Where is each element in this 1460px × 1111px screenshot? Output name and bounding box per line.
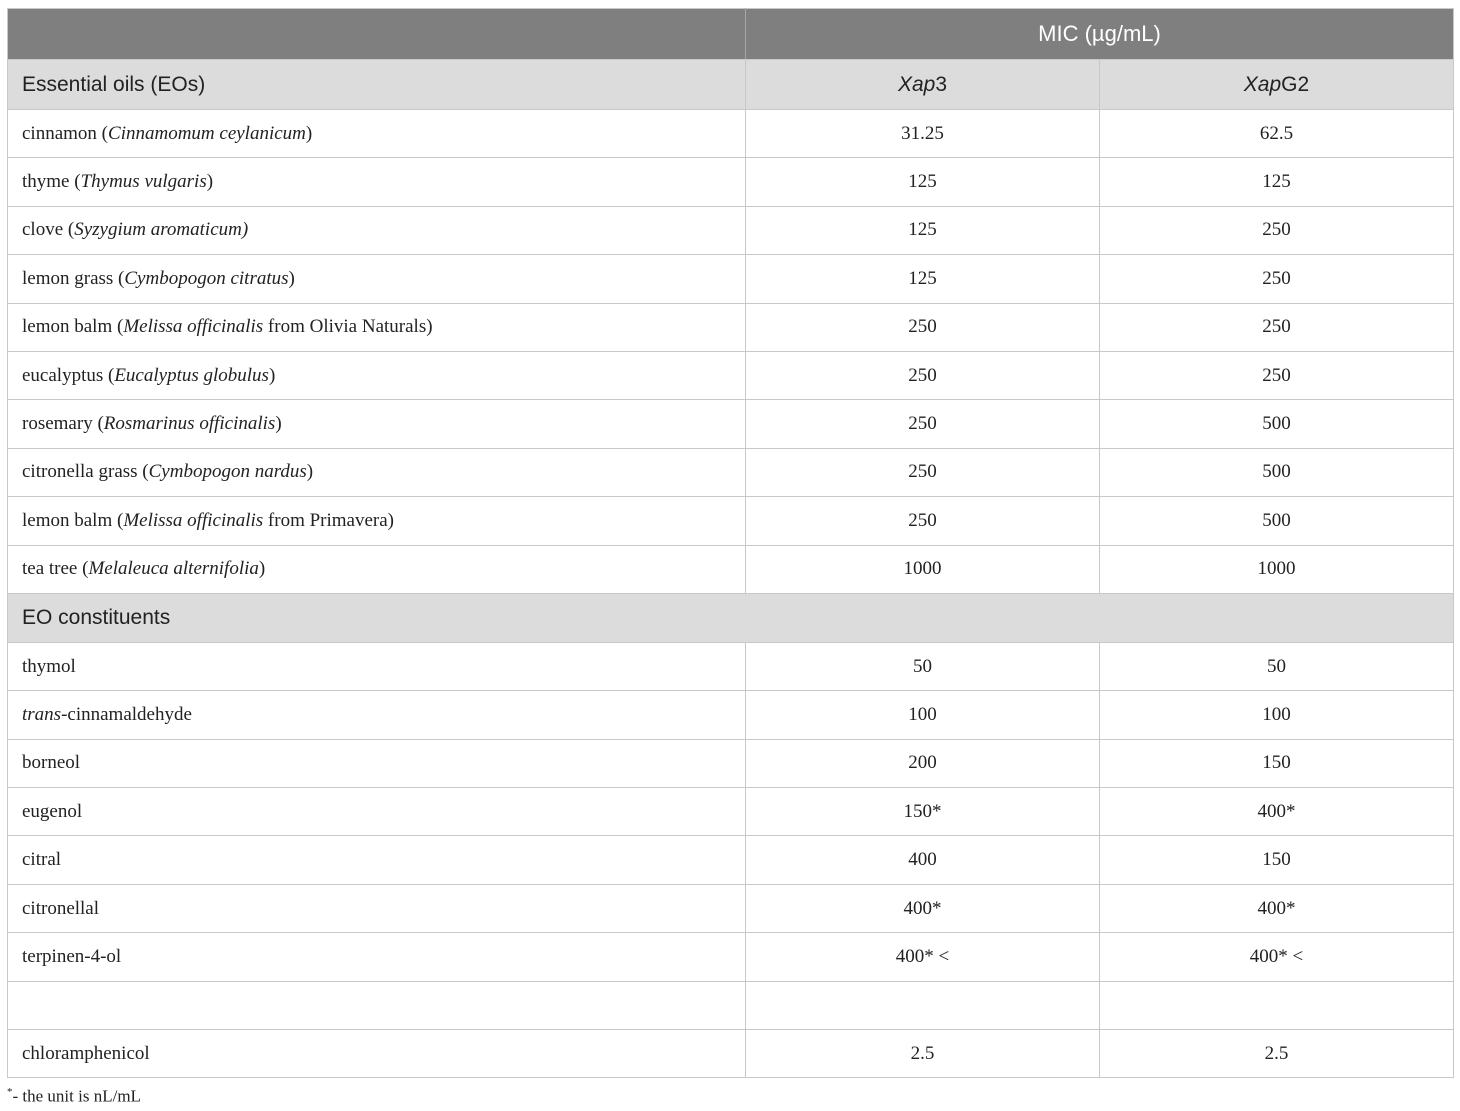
row-value-xapg2: 62.5 [1100, 110, 1454, 158]
row-value-xapg2: 500 [1100, 400, 1454, 448]
row-name-pre: thyme ( [22, 171, 81, 193]
table-row [8, 788, 1454, 836]
row-name-pre: lemon grass ( [22, 267, 125, 289]
table-row [8, 110, 1454, 158]
row-name [8, 788, 746, 836]
row-value-xap3: 2.5 [746, 1030, 1100, 1078]
row-name [8, 836, 746, 884]
header-group-row [8, 9, 1454, 60]
row-value-xapg2: 250 [1100, 206, 1454, 254]
table-row [8, 303, 1454, 351]
row-name-post: ) [305, 122, 313, 144]
header-essential-oils: Essential oils (EOs) [8, 60, 746, 110]
header-xapg2-italic: Xap [1243, 72, 1282, 96]
header-xap3 [746, 60, 1100, 110]
mic-table-container [7, 8, 1453, 1078]
row-name-pre: chloramphenicol [22, 1042, 150, 1064]
row-name [8, 158, 746, 206]
row-name [8, 110, 746, 158]
table-row [8, 448, 1454, 496]
row-name-italic: Cymbopogon nardus [148, 461, 307, 483]
row-name-pre: borneol [22, 752, 81, 774]
row-value-xapg2: 1000 [1100, 545, 1454, 593]
row-name [8, 303, 746, 351]
row-value-xapg2: 400* [1100, 788, 1454, 836]
row-name-post: ) [206, 171, 214, 193]
header-xap3-italic: Xap [897, 72, 936, 96]
table-row [8, 884, 1454, 932]
row-value-xap3: 250 [746, 497, 1100, 545]
row-name [8, 739, 746, 787]
row-name [8, 1030, 746, 1078]
table-row [8, 642, 1454, 690]
row-value-xapg2: 2.5 [1100, 1030, 1454, 1078]
row-name [8, 981, 746, 1029]
row-value-xap3: 250 [746, 400, 1100, 448]
row-name-post: from Primavera) [263, 509, 395, 531]
table-row [8, 158, 1454, 206]
row-value-xapg2 [1100, 981, 1454, 1029]
row-name-italic: Rosmarinus officinalis [103, 413, 276, 435]
header-xapg2-rest: G2 [1281, 72, 1310, 96]
row-name-pre: lemon balm ( [22, 316, 124, 338]
row-name-post: from Olivia Naturals) [263, 316, 433, 338]
row-name-pre: thymol [22, 655, 76, 677]
row-name [8, 206, 746, 254]
row-name [8, 255, 746, 303]
header-xapg2 [1100, 60, 1454, 110]
header-xap3-rest: 3 [935, 72, 948, 96]
section-row-constituents [8, 593, 1454, 642]
row-name [8, 351, 746, 399]
table-row [8, 400, 1454, 448]
row-value-xap3: 150* [746, 788, 1100, 836]
row-name [8, 884, 746, 932]
constituents-body [8, 642, 1454, 1078]
row-name-pre: terpinen-4-ol [22, 945, 122, 967]
row-name-post: ) [268, 364, 276, 386]
row-name [8, 933, 746, 981]
row-value-xap3: 100 [746, 691, 1100, 739]
row-name-italic: Syzygium aromaticum) [74, 219, 249, 241]
row-name [8, 691, 746, 739]
constituents-section [8, 593, 1454, 642]
row-value-xap3: 200 [746, 739, 1100, 787]
row-name-italic: Eucalyptus globulus [114, 364, 269, 386]
row-name-pre: rosemary ( [22, 413, 104, 435]
row-value-xapg2: 500 [1100, 448, 1454, 496]
row-name-italic: Melissa officinalis [123, 316, 264, 338]
section-title-constituents: EO constituents [8, 593, 1454, 642]
row-name [8, 497, 746, 545]
footnote-text: - the unit is nL/mL [12, 1086, 141, 1106]
row-name-italic: Melissa officinalis [123, 509, 264, 531]
row-name-pre: citronella grass ( [22, 461, 149, 483]
row-value-xap3: 125 [746, 255, 1100, 303]
row-name-italic: Cymbopogon citratus [124, 267, 289, 289]
mic-table [7, 8, 1454, 1078]
row-value-xapg2: 400* < [1100, 933, 1454, 981]
row-name [8, 448, 746, 496]
row-value-xap3 [746, 981, 1100, 1029]
row-value-xapg2: 100 [1100, 691, 1454, 739]
table-row [8, 739, 1454, 787]
table-row [8, 206, 1454, 254]
row-name [8, 400, 746, 448]
row-name-pre: citronellal [22, 897, 100, 919]
header-mic-unit: MIC (µg/mL) [746, 9, 1454, 60]
row-value-xapg2: 250 [1100, 303, 1454, 351]
row-value-xapg2: 125 [1100, 158, 1454, 206]
row-value-xap3: 125 [746, 158, 1100, 206]
table-row [8, 255, 1454, 303]
row-value-xap3: 250 [746, 351, 1100, 399]
table-row [8, 691, 1454, 739]
table-row [8, 981, 1454, 1029]
table-row [8, 497, 1454, 545]
row-value-xapg2: 500 [1100, 497, 1454, 545]
row-value-xap3: 400* [746, 884, 1100, 932]
row-name-italic: trans [22, 703, 62, 725]
row-name-pre: tea tree ( [22, 558, 89, 580]
row-name-pre: eucalyptus ( [22, 364, 115, 386]
row-name-post: ) [306, 461, 314, 483]
footnote-mark: * [7, 1086, 13, 1098]
row-value-xapg2: 250 [1100, 351, 1454, 399]
table-footnote [7, 1086, 141, 1107]
row-value-xapg2: 250 [1100, 255, 1454, 303]
table-row [8, 933, 1454, 981]
essential-oils-body [8, 110, 1454, 594]
row-name-italic: Melaleuca alternifolia [88, 558, 259, 580]
row-value-xap3: 250 [746, 448, 1100, 496]
row-value-xap3: 400* < [746, 933, 1100, 981]
row-name-post: ) [288, 267, 295, 289]
row-value-xap3: 125 [746, 206, 1100, 254]
header-blank-cell [8, 9, 746, 60]
header-columns-row [8, 60, 1454, 110]
row-name-pre: cinnamon ( [22, 122, 109, 144]
row-name-pre: lemon balm ( [22, 509, 124, 531]
row-name-pre: citral [22, 849, 62, 871]
row-value-xapg2: 150 [1100, 739, 1454, 787]
table-row [8, 836, 1454, 884]
row-name-italic: Thymus vulgaris [80, 171, 207, 193]
row-name [8, 545, 746, 593]
row-value-xapg2: 150 [1100, 836, 1454, 884]
row-value-xap3: 31.25 [746, 110, 1100, 158]
row-name-pre: clove ( [22, 219, 75, 241]
row-name [8, 642, 746, 690]
row-value-xap3: 1000 [746, 545, 1100, 593]
table-row [8, 351, 1454, 399]
row-value-xapg2: 400* [1100, 884, 1454, 932]
row-value-xapg2: 50 [1100, 642, 1454, 690]
row-value-xap3: 50 [746, 642, 1100, 690]
row-value-xap3: 250 [746, 303, 1100, 351]
row-value-xap3: 400 [746, 836, 1100, 884]
table-row [8, 1030, 1454, 1078]
table-row [8, 545, 1454, 593]
row-name-post: -cinnamaldehyde [61, 703, 192, 725]
row-name-italic: Cinnamomum ceylanicum [108, 122, 306, 144]
row-name-post: ) [275, 413, 282, 435]
row-name-pre: eugenol [22, 800, 83, 822]
row-name-post: ) [258, 558, 266, 580]
